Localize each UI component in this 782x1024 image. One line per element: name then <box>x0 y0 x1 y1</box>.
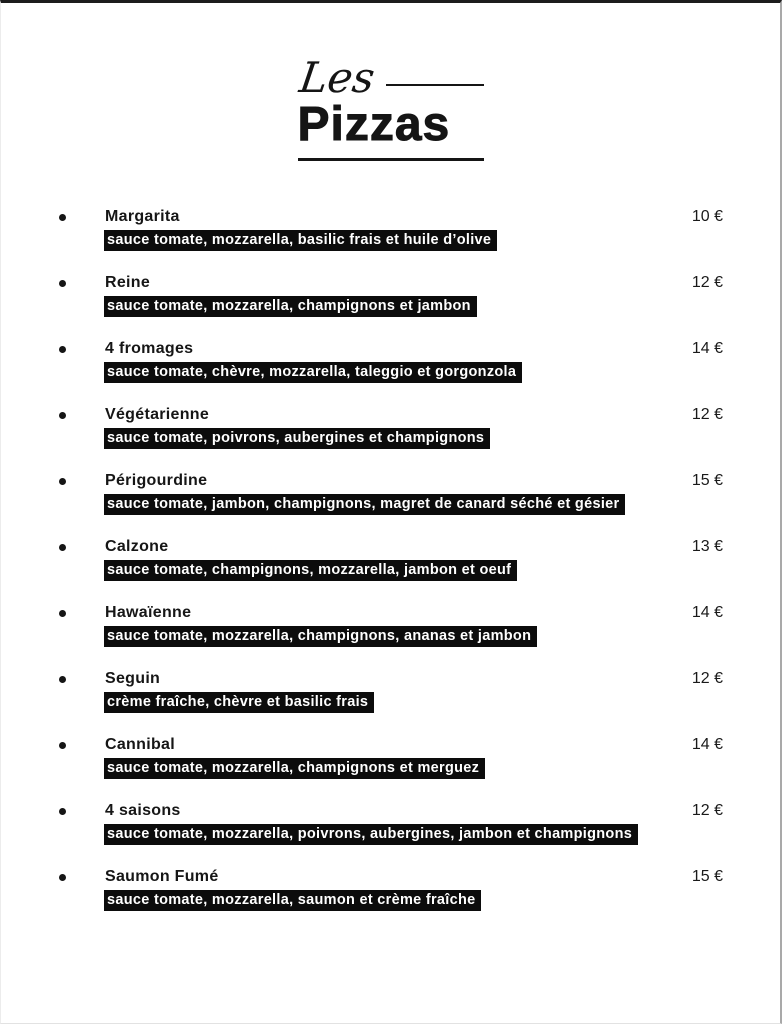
item-name: 4 fromages <box>105 340 194 357</box>
menu-list <box>1 208 780 934</box>
page-title: Pizzas <box>297 98 451 151</box>
menu-item <box>1 670 780 736</box>
item-price: 12 € <box>691 406 723 423</box>
item-description-row <box>104 230 780 251</box>
menu-item <box>1 406 780 472</box>
item-description-row <box>104 758 780 779</box>
item-price: 14 € <box>691 604 723 621</box>
bullet-icon <box>59 610 66 617</box>
item-name: Reine <box>105 274 151 291</box>
item-name: Végétarienne <box>105 406 210 423</box>
item-description: sauce tomate, mozzarella, champignons, ananas et jambon <box>104 626 537 647</box>
item-price: 12 € <box>691 802 723 819</box>
item-price: 13 € <box>691 538 723 555</box>
menu-item <box>1 538 780 604</box>
item-name: Margarita <box>105 208 180 225</box>
bullet-icon <box>59 214 66 221</box>
menu-item <box>1 274 780 340</box>
bullet-icon <box>59 346 66 353</box>
bullet-icon <box>59 280 66 287</box>
item-description-row <box>104 296 780 317</box>
header-top-rule <box>386 84 484 86</box>
bullet-icon <box>59 874 66 881</box>
item-description-row <box>104 494 780 515</box>
item-description: sauce tomate, mozzarella, saumon et crème fraîche <box>104 890 481 911</box>
header-script-word: Les <box>296 53 378 103</box>
item-price: 12 € <box>691 274 723 291</box>
menu-item <box>1 604 780 670</box>
item-name: 4 saisons <box>105 802 181 819</box>
item-description: crème fraîche, chèvre et basilic frais <box>104 692 374 713</box>
item-description-row <box>104 428 780 449</box>
menu-item <box>1 208 780 274</box>
item-price: 10 € <box>691 208 723 225</box>
item-description: sauce tomate, champignons, mozzarella, jambon et oeuf <box>104 560 517 581</box>
item-description: sauce tomate, mozzarella, basilic frais et huile d’olive <box>104 230 497 251</box>
item-description: sauce tomate, chèvre, mozzarella, taleggio et gorgonzola <box>104 362 522 383</box>
item-description: sauce tomate, mozzarella, poivrons, aubergines, jambon et champignons <box>104 824 638 845</box>
item-price: 12 € <box>691 670 723 687</box>
bullet-icon <box>59 742 66 749</box>
item-description-row <box>104 890 780 911</box>
item-price: 15 € <box>691 868 723 885</box>
menu-header <box>298 3 484 161</box>
menu-item <box>1 868 780 934</box>
menu-item <box>1 472 780 538</box>
item-name: Cannibal <box>105 736 175 753</box>
item-price: 15 € <box>691 472 723 489</box>
item-row <box>105 802 780 820</box>
item-description: sauce tomate, mozzarella, champignons et merguez <box>104 758 485 779</box>
item-row <box>105 406 780 424</box>
item-row <box>105 208 780 226</box>
item-name: Périgourdine <box>105 472 208 489</box>
item-row <box>105 340 780 358</box>
menu-item <box>1 802 780 868</box>
bullet-icon <box>59 412 66 419</box>
item-name: Hawaïenne <box>105 604 192 621</box>
item-price: 14 € <box>691 736 723 753</box>
item-description-row <box>104 560 780 581</box>
item-description: sauce tomate, jambon, champignons, magret de canard séché et gésier <box>104 494 625 515</box>
item-row <box>105 538 780 556</box>
item-description-row <box>104 362 780 383</box>
bullet-icon <box>59 808 66 815</box>
item-row <box>105 736 780 754</box>
item-name: Saumon Fumé <box>105 868 219 885</box>
item-description: sauce tomate, poivrons, aubergines et champignons <box>104 428 490 449</box>
item-row <box>105 670 780 688</box>
header-script-row <box>296 43 484 103</box>
item-row <box>105 472 780 490</box>
bullet-icon <box>59 544 66 551</box>
item-row <box>105 274 780 292</box>
bullet-icon <box>59 676 66 683</box>
item-row <box>105 604 780 622</box>
item-name: Calzone <box>105 538 169 555</box>
menu-item <box>1 340 780 406</box>
item-description-row <box>104 692 780 713</box>
item-price: 14 € <box>691 340 723 357</box>
bullet-icon <box>59 478 66 485</box>
item-description: sauce tomate, mozzarella, champignons et jambon <box>104 296 477 317</box>
item-description-row <box>104 626 780 647</box>
header-bottom-rule <box>298 158 484 161</box>
menu-item <box>1 736 780 802</box>
item-name: Seguin <box>105 670 161 687</box>
item-row <box>105 868 780 886</box>
item-description-row <box>104 824 780 845</box>
